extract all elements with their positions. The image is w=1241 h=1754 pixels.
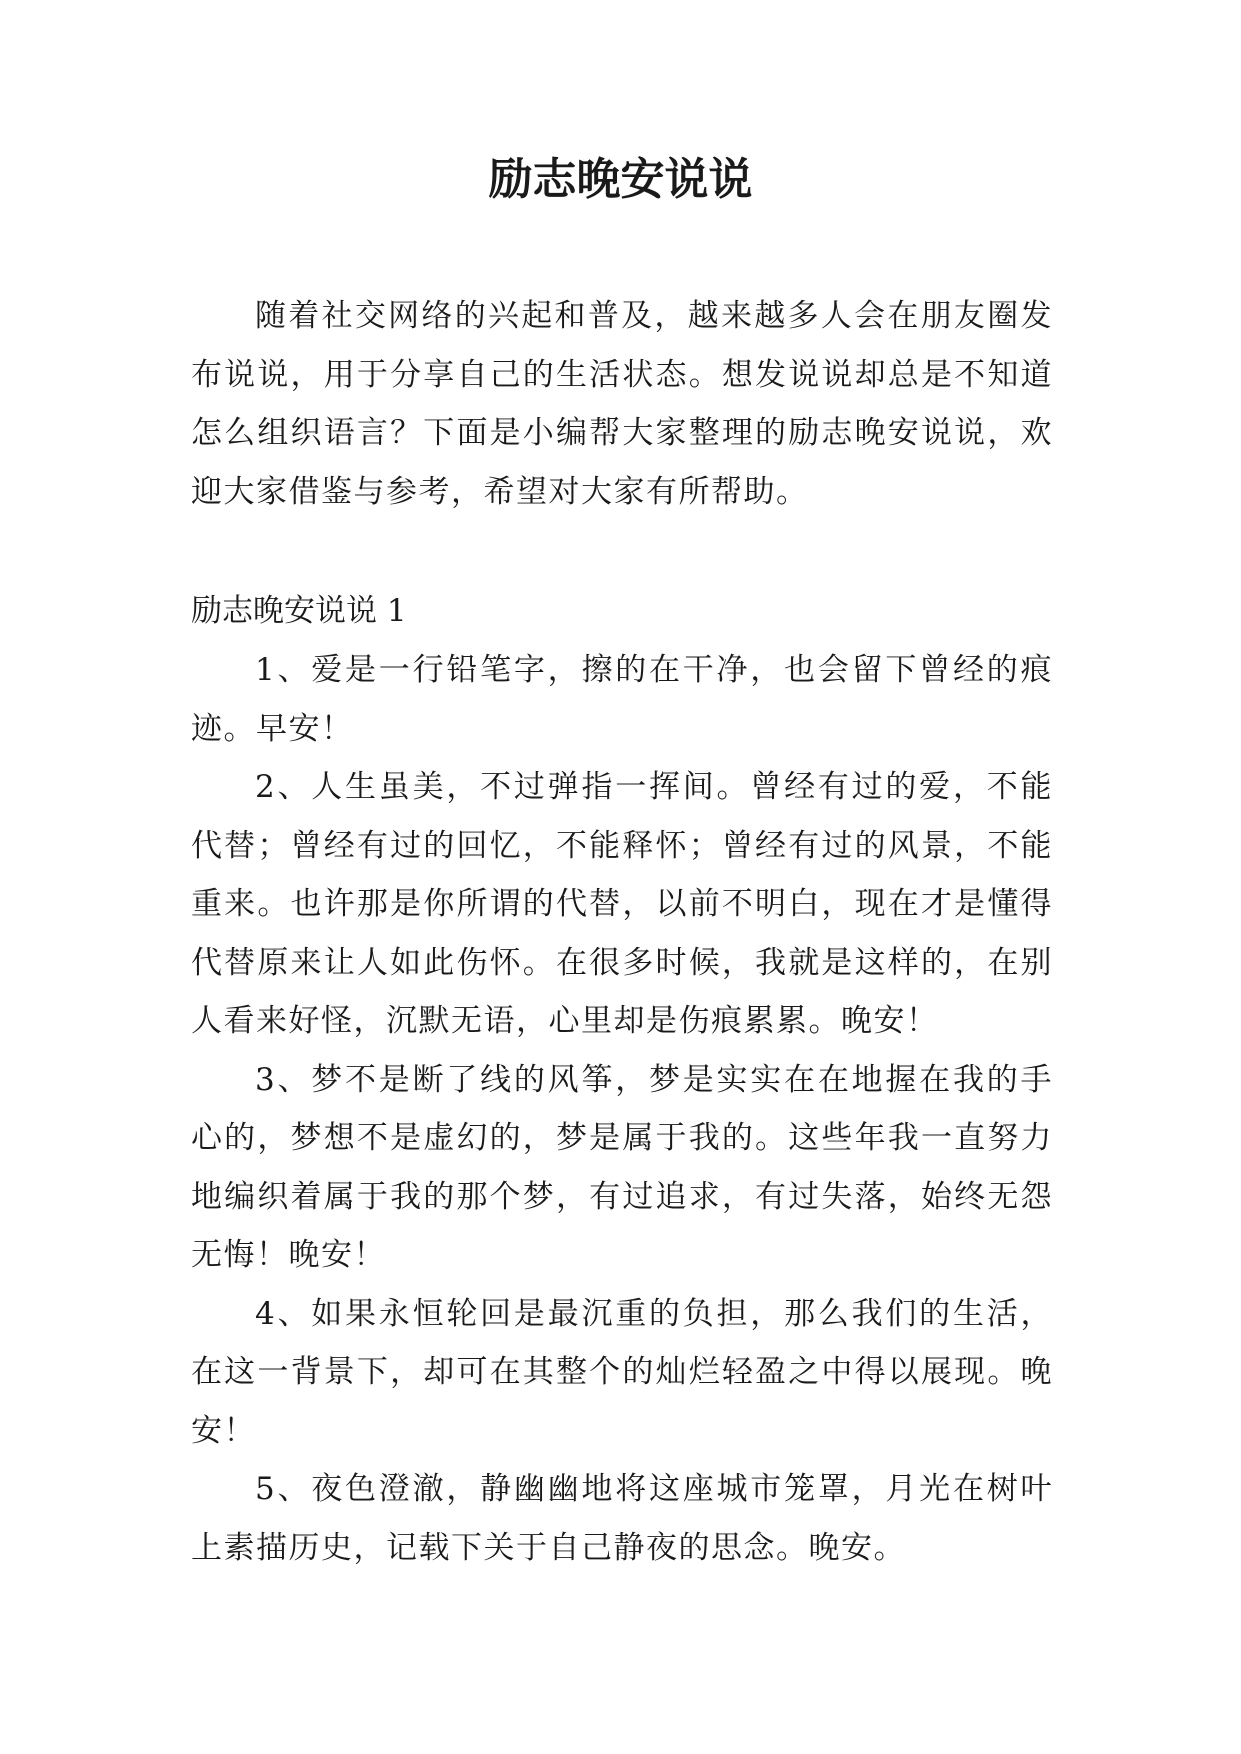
- quote-list: [191, 641, 1053, 1577]
- quote-item-2: 2、人生虽美，不过弹指一挥间。曾经有过的爱，不能代替；曾经有过的回忆，不能释怀；曾经有过的风景，不能重来。也许那是你所谓的代替，以前不明白，现在才是懂得代替原来让人如此伤怀。在很多时候，我就是这样的，在别人看来好怪，沉默无语，心里却是伤痕累累。晚安！: [191, 769, 1053, 1039]
- quote-item-3: 3、梦不是断了线的风筝，梦是实实在在地握在我的手心的，梦想不是虚幻的，梦是属于我的。这些年我一直努力地编织着属于我的那个梦，有过追求，有过失落，始终无怨无悔！晚安！: [191, 1061, 1053, 1273]
- quote-item-5: 5、夜色澄澈，静幽幽地将这座城市笼罩，月光在树叶上素描历史，记载下关于自己静夜的思念。晚安。: [191, 1471, 1053, 1566]
- page-title: 励志晚安说说: [488, 154, 753, 205]
- intro-paragraph: 随着社交网络的兴起和普及，越来越多人会在朋友圈发布说说，用于分享自己的生活状态。想发说说却总是不知道怎么组织语言？下面是小编帮大家整理的励志晚安说说，欢迎大家借鉴与参考，希望对大家有所帮助。: [191, 298, 1053, 510]
- quote-item-4: 4、如果永恒轮回是最沉重的负担，那么我们的生活，在这一背景下，却可在其整个的灿烂轻盈之中得以展现。晚安！: [191, 1295, 1053, 1449]
- quote-item-1: 1、爱是一行铅笔字，擦的在干净，也会留下曾经的痕迹。早安！: [191, 652, 1053, 747]
- section-heading: 励志晚安说说 1: [191, 593, 407, 629]
